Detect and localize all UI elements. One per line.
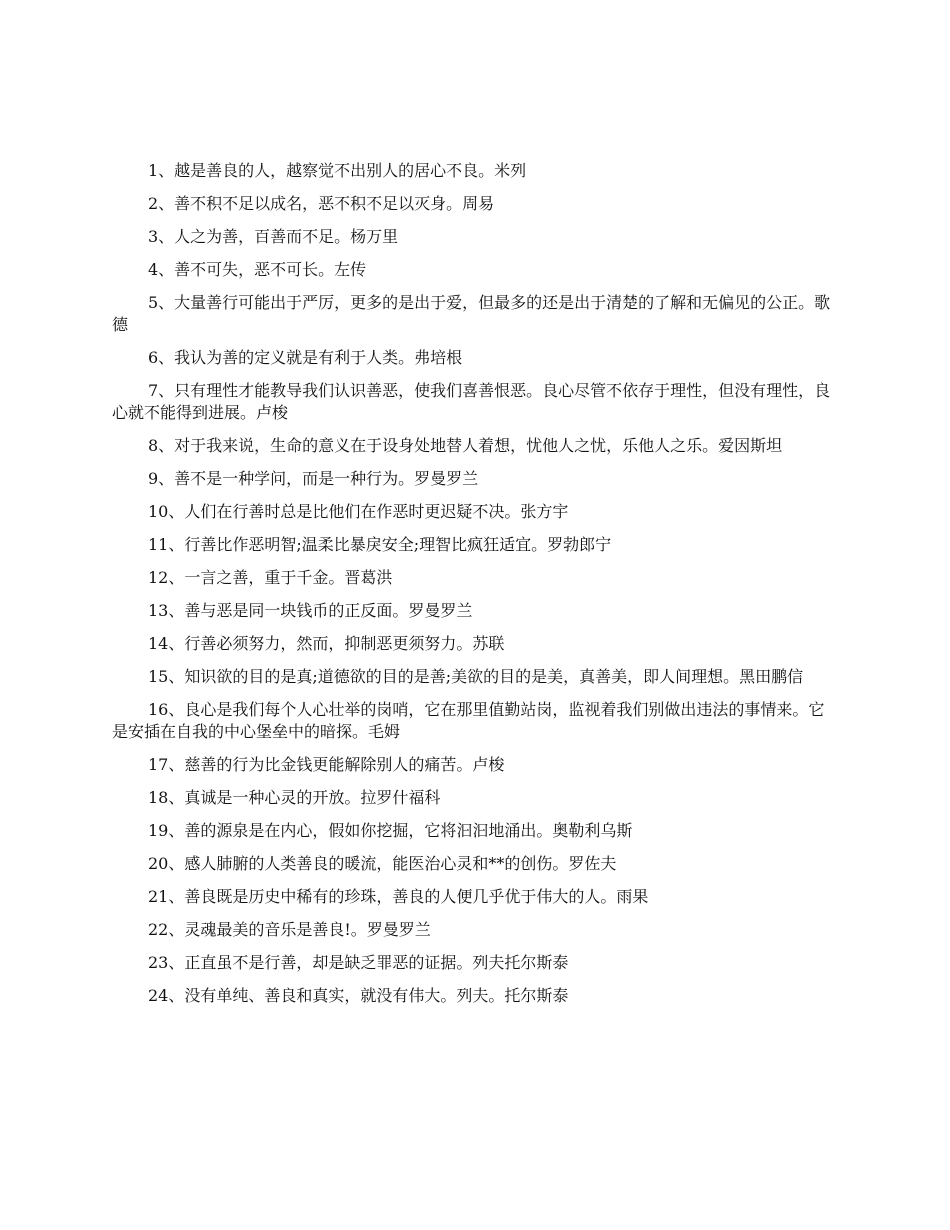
- quote-item: 20、感人肺腑的人类善良的暖流，能医治心灵和**的创伤。罗佐夫: [148, 854, 617, 873]
- quote-item: 24、没有单纯、善良和真实，就没有伟大。列夫。托尔斯泰: [148, 986, 569, 1005]
- quote-item: 18、真诚是一种心灵的开放。拉罗什福科: [148, 788, 441, 807]
- quote-item: 7、只有理性才能教导我们认识善恶，使我们喜善恨恶。良心尽管不依存于理性，但没有理性，良心就不能得到进展。卢梭: [112, 381, 831, 422]
- quote-item: 16、良心是我们每个人心壮举的岗哨，它在那里值勤站岗，监视着我们别做出违法的事情来。它是安插在自我的中心堡垒中的暗探。毛姆: [112, 700, 825, 741]
- quote-item: 8、对于我来说，生命的意义在于设身处地替人着想，忧他人之忧，乐他人之乐。爱因斯坦: [148, 436, 783, 455]
- quote-item: 2、善不积不足以成名，恶不积不足以灭身。周易: [148, 194, 495, 213]
- quote-item: 23、正直虽不是行善，却是缺乏罪恶的证据。列夫托尔斯泰: [148, 953, 569, 972]
- quote-item: 13、善与恶是同一块钱币的正反面。罗曼罗兰: [148, 601, 473, 620]
- quote-item: 19、善的源泉是在内心，假如你挖掘，它将汩汩地涌出。奥勒利乌斯: [148, 821, 633, 840]
- quote-item: 21、善良既是历史中稀有的珍珠，善良的人便几乎优于伟大的人。雨果: [148, 887, 649, 906]
- quote-item: 22、灵魂最美的音乐是善良!。罗曼罗兰: [148, 920, 431, 939]
- quote-item: 12、一言之善，重于千金。晋葛洪: [148, 568, 393, 587]
- quote-item: 5、大量善行可能出于严厉，更多的是出于爱，但最多的还是出于清楚的了解和无偏见的公正。歌德: [112, 293, 831, 334]
- quote-item: 9、善不是一种学问，而是一种行为。罗曼罗兰: [148, 469, 479, 488]
- quote-item: 14、行善必须努力，然而，抑制恶更须努力。苏联: [148, 634, 505, 653]
- quote-item: 3、人之为善，百善而不足。杨万里: [148, 227, 399, 246]
- quote-list: [112, 160, 834, 1018]
- quote-item: 1、越是善良的人，越察觉不出别人的居心不良。米列: [148, 161, 527, 180]
- quote-item: 6、我认为善的定义就是有利于人类。弗培根: [148, 348, 463, 367]
- quote-item: 10、人们在行善时总是比他们在作恶时更迟疑不决。张方宇: [148, 502, 569, 521]
- quote-item: 4、善不可失，恶不可长。左传: [148, 260, 367, 279]
- quote-item: 15、知识欲的目的是真;道德欲的目的是善;美欲的目的是美，真善美，即人间理想。黑田鹏信: [148, 667, 804, 686]
- quote-item: 17、慈善的行为比金钱更能解除别人的痛苦。卢梭: [148, 755, 505, 774]
- quote-item: 11、行善比作恶明智;温柔比暴戾安全;理智比疯狂适宜。罗勃郎宁: [148, 535, 612, 554]
